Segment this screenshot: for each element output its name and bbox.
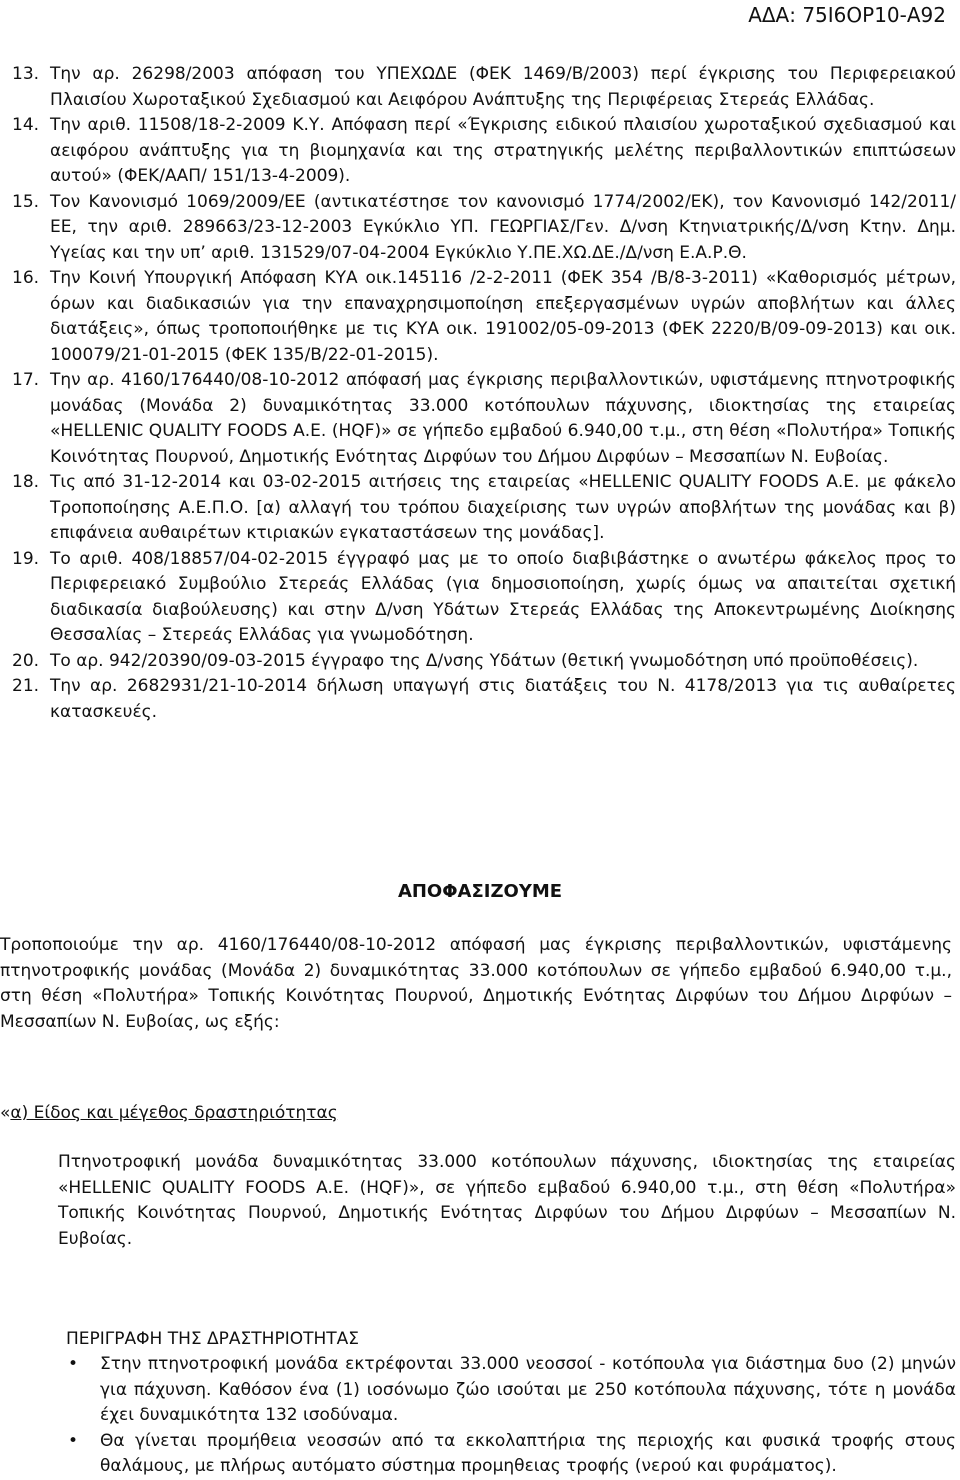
section-a-title bbox=[0, 1100, 338, 1126]
item-number: 20. bbox=[12, 650, 40, 671]
list-item bbox=[12, 368, 956, 470]
section-a-label: α) Είδος και μέγεθος δραστηριότητας bbox=[10, 1103, 338, 1123]
item-number: 19. bbox=[12, 548, 40, 569]
list-item bbox=[12, 113, 956, 190]
list-item bbox=[12, 470, 956, 547]
bullet-text: Θα γίνεται προμήθεια νεοσσών από τα εκκολαπτήρια της περιοχής και φυσικά τροφής στους θαλάμους, με πλήρως αυτόματο σύστημα προμηθειας τροφής (νερού και φυράματος). bbox=[100, 1430, 956, 1476]
list-item bbox=[12, 649, 956, 675]
item-text: Την Κοινή Υπουργική Απόφαση ΚΥΑ οικ.145116 /2-2-2011 (ΦΕΚ 354 /Β/8-3-2011) «Καθορισμός μέτρων, όρων και διαδικασιών για την επαναχρησιμοποίηση επεξεργασμένων υγρών αποβλήτων και άλλες διατάξεις», όπως τροποποιήθηκε με τις ΚΥΑ οικ. 191002/05-09-2013 (ΦΕΚ 2220/Β/09-09-2013) και οικ. 100079/21-01-2015 (ΦΕΚ 135/Β/22-01-2015). bbox=[50, 268, 956, 365]
description-title: ΠΕΡΙΓΡΑΦΗ ΤΗΣ ΔΡΑΣΤΗΡΙΟΤΗΤΑΣ bbox=[66, 1329, 360, 1349]
item-number: 17. bbox=[12, 370, 40, 390]
quote-mark: « bbox=[0, 1103, 11, 1123]
item-number: 21. bbox=[12, 676, 40, 696]
list-item bbox=[12, 547, 956, 649]
item-number: 16. bbox=[12, 268, 40, 288]
bullet-icon: • bbox=[68, 1430, 79, 1451]
item-number: 14. bbox=[12, 115, 40, 135]
item-text: Την αρ. 4160/176440/08-10-2012 απόφασή μας έγκρισης περιβαλλοντικών, υφιστάμενης πτηνοτροφικής μονάδας (Μονάδα 2) δυναμικότητας 33.000 κοτόπουλων πάχυνσης, ιδιοκτησίας της εταιρείας «HELLENIC QUALITY FOODS Α.Ε. (HQF)» σε γήπεδο εμβαδού 6.940,00 τ.μ., στη θέση «Πολυτήρα» Τοπικής Κοινότητας Πουρνού, Δημοτικής Ενότητας Διρφύων του Δήμου Διρφύων – Μεσσαπίων Ν. Ευβοίας. bbox=[50, 370, 956, 467]
item-number: 13. bbox=[12, 64, 40, 84]
bullet-icon: • bbox=[68, 1354, 79, 1374]
list-item bbox=[12, 266, 956, 368]
decision-heading: ΑΠΟΦΑΣΙΖΟΥΜΕ bbox=[397, 881, 563, 902]
item-text: Την αρ. 26298/2003 απόφαση του ΥΠΕΧΩΔΕ (ΦΕΚ 1469/Β/2003) περί έγκρισης του Περιφερειακού Πλαισίου Χωροταξικού Σχεδιασμού και Αειφόρου Ανάπτυξης της Περιφέρειας Στερεάς Ελλάδας. bbox=[50, 64, 956, 110]
bullet-item bbox=[62, 1429, 956, 1480]
list-item bbox=[12, 190, 956, 267]
item-number: 15. bbox=[12, 191, 40, 212]
item-text: Τον Κανονισμό 1069/2009/ΕΕ (αντικατέστησε τον κανονισμό 1774/2002/ΕΚ), τον Κανονισμό 142/2011/ΕΕ, την αριθ. 289663/23-12-2003 Εγκύκλιο ΥΠ. ΓΕΩΡΓΙΑΣ/Γεν. Δ/νση Κτηνιατρικής/Δ/νση Κτην. Δημ. Υγείας και την υπ’ αριθ. 131529/07-04-2004 Εγκύκλιο Υ.ΠΕ.ΧΩ.ΔΕ./Δ/νση Ε.Α.Ρ.Θ. bbox=[50, 191, 956, 263]
item-text: Το αριθ. 408/18857/04-02-2015 έγγραφό μας με το οποίο διαβιβάστηκε ο ανωτέρω φάκελος προς το Περιφερειακό Συμβούλιο Στερεάς Ελλάδας (για δημοσιοποίηση, χωρίς όμως να απαιτείται σχετική διαδικασία διαβούλευσης) και στην Δ/νση Υδάτων Στερεάς Ελλάδας της Αποκεντρωμένης Διοίκησης Θεσσαλίας – Στερεάς Ελλάδας για γνωμοδότηση. bbox=[50, 548, 956, 645]
list-item bbox=[12, 62, 956, 113]
list-item bbox=[12, 674, 956, 725]
item-text: Την αριθ. 11508/18-2-2009 Κ.Υ. Απόφαση περί «Έγκρισης ειδικού πλαισίου χωροταξικού σχεδιασμού και αειφόρου ανάπτυξης για τη βιομηχανία και της στρατηγικής μελέτης περιβαλλοντικών επιπτώσεων αυτού» (ΦΕΚ/ΑΑΠ/ 151/13-4-2009). bbox=[50, 115, 956, 186]
item-text: Την αρ. 2682931/21-10-2014 δήλωση υπαγωγή στις διατάξεις του Ν. 4178/2013 για τις αυθαίρετες κατασκευές. bbox=[50, 676, 956, 722]
item-text: Το αρ. 942/20390/09-03-2015 έγγραφο της Δ/νσης Υδάτων (θετική γνωμοδότηση υπό προϋποθέσεις). bbox=[50, 650, 919, 671]
section-a-body: Πτηνοτροφική μονάδα δυναμικότητας 33.000 κοτόπουλων πάχυνσης, ιδιοκτησίας της εταιρείας «HELLENIC QUALITY FOODS A.E. (HQF)», σε γήπεδο εμβαδού 6.940,00 τ.μ., στη θέση «Πολυτήρα» Τοπικής Κοινότητας Πουρνού, Δημοτικής Ενότητας Διρφύων του Δήμου Διρφύων – Μεσσαπίων Ν. Ευβοίας. bbox=[58, 1152, 956, 1249]
description-bullets bbox=[62, 1352, 956, 1480]
item-number: 18. bbox=[12, 472, 40, 492]
ada-code: ΑΔΑ: 75Ι6ΟΡ10-Α92 bbox=[748, 3, 946, 27]
item-text: Τις από 31-12-2014 και 03-02-2015 αιτήσεις της εταιρείας «HELLENIC QUALITY FOODS Α.Ε. με φάκελο Τροποποίησης Α.Ε.Π.Ο. [α) αλλαγή του τρόπου διαχείρισης των υγρών αποβλήτων της μονάδας και β) επιφάνεια αυθαιρέτων κτιριακών εγκαταστάσεων της μονάδας]. bbox=[50, 472, 956, 543]
bullet-item bbox=[62, 1352, 956, 1429]
decision-intro: Τροποποιούμε την αρ. 4160/176440/08-10-2012 απόφασή μας έγκρισης περιβαλλοντικών, υφιστάμενης πτηνοτροφικής μονάδας (Μονάδα 2) δυναμικότητας 33.000 κοτόπουλων σε γήπεδο εμβαδού 6.940,00 τ.μ., στη θέση «Πολυτήρα» Τοπικής Κοινότητας Πουρνού, Δημοτικής Ενότητας Διρφύων του Δήμου Διρφύων – Μεσσαπίων Ν. Ευβοίας, ως εξής: bbox=[0, 935, 952, 1032]
bullet-text: Στην πτηνοτροφική μονάδα εκτρέφονται 33.000 νεοσσοί - κοτόπουλα για διάστημα δυο (2) μηνών για πάχυνση. Καθόσον ένα (1) ιοσόνωμο ζώο ισούται με 250 κοτόπουλα πάχυνσης, τότε η μονάδα έχει δυναμικότητα 132 ισοδύναμα. bbox=[100, 1354, 956, 1425]
considerations-list bbox=[12, 62, 956, 725]
